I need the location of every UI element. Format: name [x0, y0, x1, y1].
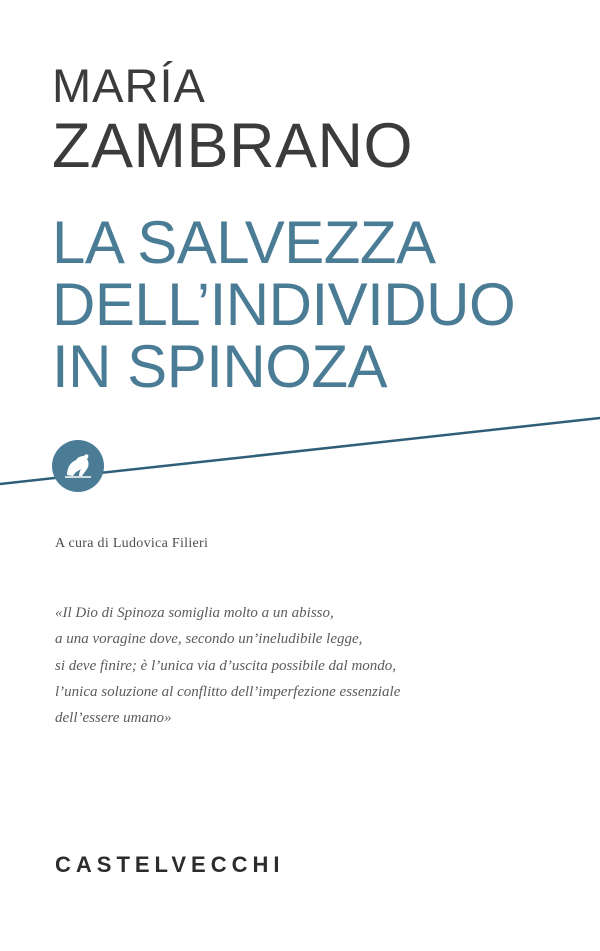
author-last-name: ZAMBRANO: [52, 111, 414, 181]
quote-line: a una voragine dove, secondo un’ineludibile legge,: [55, 631, 363, 648]
quote-line: l’unica soluzione al conflitto dell’imperfezione essenziale: [55, 683, 401, 700]
publisher-logo-icon: [52, 440, 104, 492]
book-title: [52, 209, 572, 400]
author-block: [52, 59, 552, 181]
title-line-3: IN SPINOZA: [52, 332, 388, 400]
horse-icon: [61, 451, 95, 481]
author-first-name: MARÍA: [52, 59, 206, 112]
publisher-wordmark: CASTELVECCHI: [55, 852, 285, 877]
cover-quote: [55, 600, 525, 731]
quote-line: dell’essere umano»: [55, 710, 172, 726]
title-line-1: LA SALVEZZA: [52, 209, 436, 276]
editor-credit: A cura di Ludovica Filieri: [55, 536, 209, 551]
title-line-2: DELL’INDIVIDUO: [52, 270, 516, 338]
quote-line: «Il Dio di Spinoza somiglia molto a un abisso,: [55, 605, 334, 621]
quote-line: si deve finire; è l’unica via d’uscita possibile dal mondo,: [55, 657, 397, 674]
